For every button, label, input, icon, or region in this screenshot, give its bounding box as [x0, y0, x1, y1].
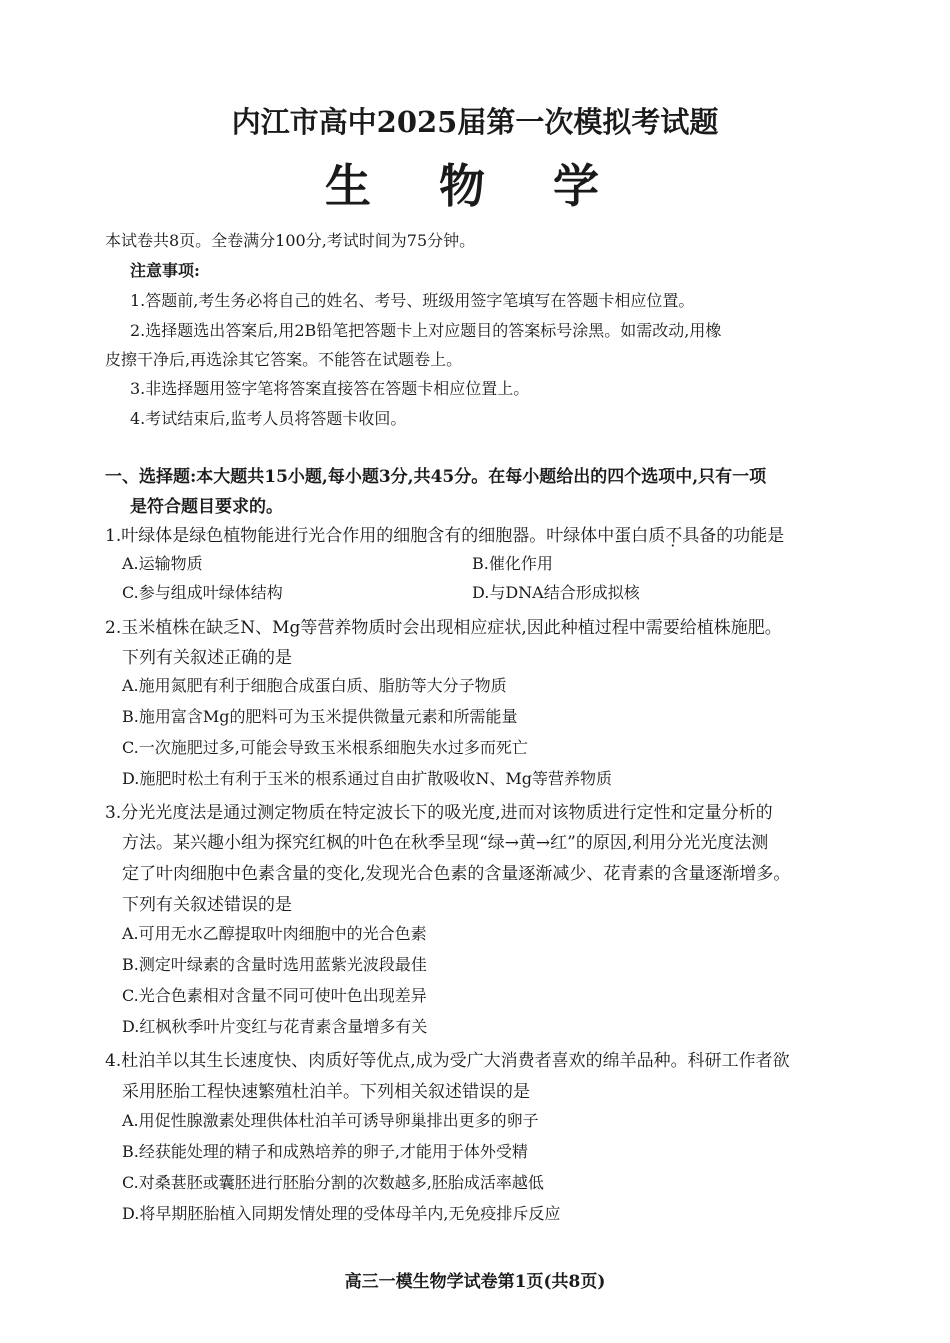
- notice-item-2: 2.选择题选出答案后,用2B铅笔把答题卡上对应题目的答案标号涂黑。如需改动,用橡: [130, 321, 722, 340]
- question-3-option-d: D.红枫秋季叶片变红与花青素含量增多有关: [122, 1017, 428, 1036]
- question-4-option-c: C.对桑葚胚或囊胚进行胚胎分割的次数越多,胚胎成活率越低: [122, 1173, 544, 1192]
- question-4-option-b: B.经获能处理的精子和成熟培养的卵子,才能用于体外受精: [122, 1142, 528, 1161]
- question-4-stem-cont: 采用胚胎工程快速繁殖杜泊羊。下列相关叙述错误的是: [122, 1082, 530, 1102]
- question-4-option-a: A.用促性腺激素处理供体杜泊羊可诱导卵巢排出更多的卵子: [122, 1111, 539, 1130]
- question-2-option-b: B.施用富含Mg的肥料可为玉米提供微量元素和所需能量: [122, 707, 518, 726]
- question-2-option-d: D.施肥时松土有利于玉米的根系通过自由扩散吸收N、Mg等营养物质: [122, 769, 612, 788]
- question-1-option-b: B.催化作用: [472, 554, 553, 573]
- question-3-option-a: A.可用无水乙醇提取叶肉细胞中的光合色素: [122, 924, 427, 943]
- question-4-option-d: D.将早期胚胎植入同期发情处理的受体母羊内,无免疫排斥反应: [122, 1204, 561, 1223]
- question-1-stem: [105, 521, 784, 546]
- question-1-option-c: C.参与组成叶绿体结构: [122, 583, 283, 602]
- question-1-stem-post: 的功能是: [716, 526, 785, 546]
- question-3-stem-cont-2: 定了叶肉细胞中色素含量的变化,发现光合色素的含量逐渐减少、花青素的含量逐渐增多。: [122, 864, 791, 884]
- section-header: 一、选择题:本大题共15小题,每小题3分,共45分。在每小题给出的四个选项中,只有一项: [105, 467, 767, 487]
- question-3-stem-cont-3: 下列有关叙述错误的是: [122, 895, 292, 915]
- section-header-cont: 是符合题目要求的。: [130, 497, 283, 517]
- notice-item-2-cont: 皮擦干净后,再选涂其它答案。不能答在试题卷上。: [105, 350, 463, 369]
- question-1-emphasis: 不具备: [665, 526, 717, 546]
- page-footer: 高三一模生物学试卷第1页(共8页): [344, 1272, 606, 1292]
- question-1-option-d: D.与DNA结合形成拟核: [472, 583, 640, 602]
- question-3-option-c: C.光合色素相对含量不同可使叶色出现差异: [122, 986, 427, 1005]
- question-2-stem-cont: 下列有关叙述正确的是: [122, 648, 292, 668]
- question-2-option-a: A.施用氮肥有利于细胞合成蛋白质、脂肪等大分子物质: [122, 676, 507, 695]
- exam-intro: 本试卷共8页。全卷满分100分,考试时间为75分钟。: [105, 231, 476, 250]
- subject-title: 生 物 学: [324, 159, 626, 213]
- notice-title: 注意事项:: [130, 261, 200, 280]
- exam-title: 内江市高中2025届第一次模拟考试题: [231, 105, 719, 139]
- question-3-stem: 3.分光光度法是通过测定物质在特定波长下的吸光度,进而对该物质进行定性和定量分析的: [105, 803, 773, 823]
- question-4-stem: 4.杜泊羊以其生长速度快、肉质好等优点,成为受广大消费者喜欢的绵羊品种。科研工作者欲: [105, 1051, 790, 1071]
- question-2-stem: 2.玉米植株在缺乏N、Mg等营养物质时会出现相应症状,因此种植过程中需要给植株施肥。: [105, 618, 782, 638]
- question-3-stem-cont-1: 方法。某兴趣小组为探究红枫的叶色在秋季呈现“绿→黄→红”的原因,利用分光光度法测: [122, 833, 769, 853]
- question-1-stem-pre: 1.叶绿体是绿色植物能进行光合作用的细胞含有的细胞器。叶绿体中蛋白质: [105, 526, 666, 546]
- notice-item-3: 3.非选择题用签字笔将答案直接答在答题卡相应位置上。: [130, 379, 530, 398]
- question-2-option-c: C.一次施肥过多,可能会导致玉米根系细胞失水过多而死亡: [122, 738, 528, 757]
- notice-item-1: 1.答题前,考生务必将自己的姓名、考号、班级用签字笔填写在答题卡相应位置。: [130, 291, 695, 310]
- question-3-option-b: B.测定叶绿素的含量时选用蓝紫光波段最佳: [122, 955, 427, 974]
- notice-item-4: 4.考试结束后,监考人员将答题卡收回。: [130, 409, 407, 428]
- question-1-option-a: A.运输物质: [122, 554, 203, 573]
